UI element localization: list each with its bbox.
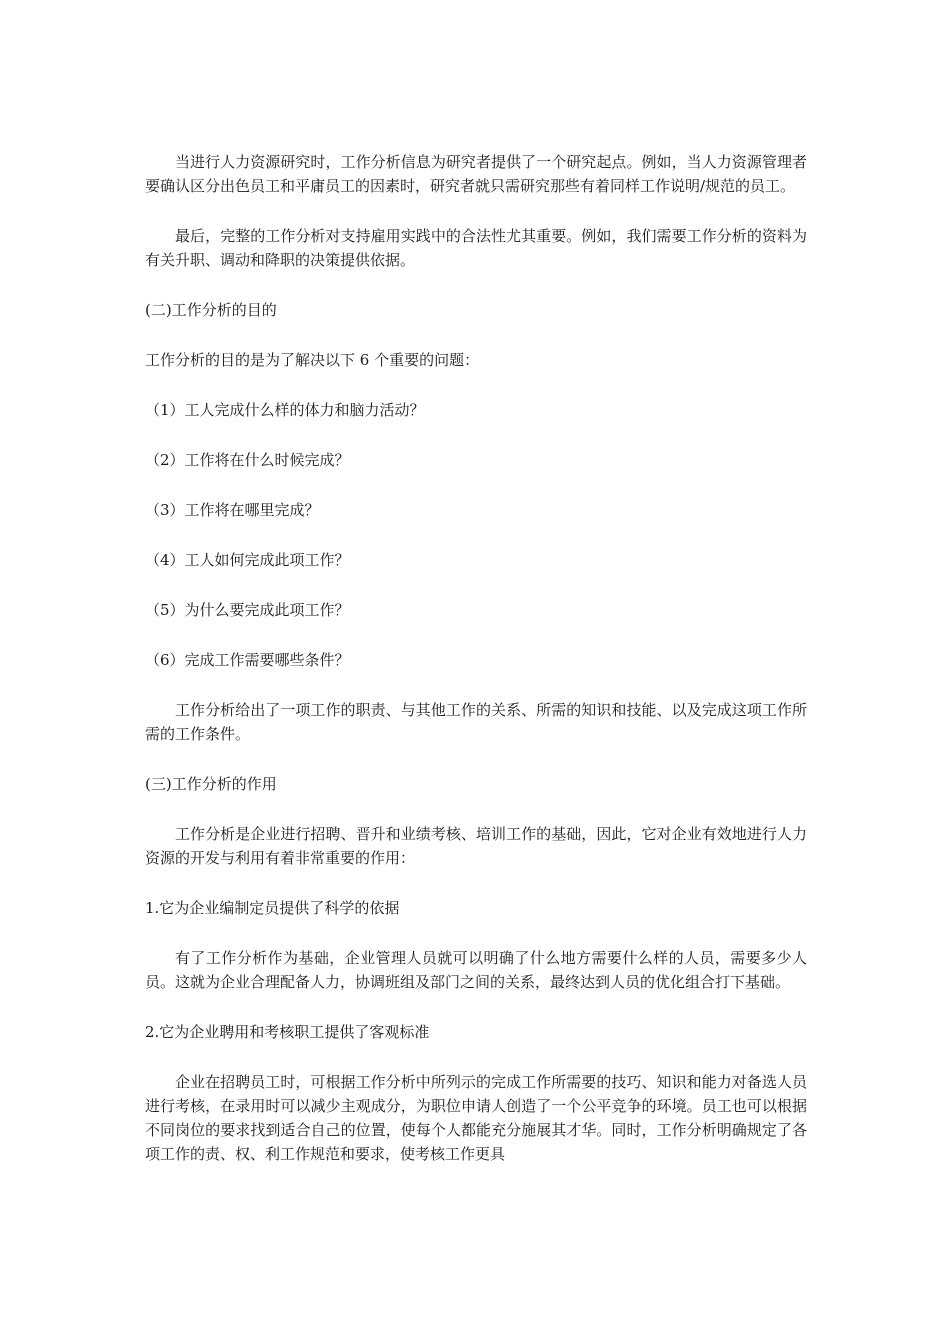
paragraph-role-intro: 工作分析是企业进行招聘、晋升和业绩考核、培训工作的基础，因此，它对企业有效地进行人力资源的开发与利用有着非常重要的作用：	[145, 825, 807, 867]
question-item-4: （4）工人如何完成此项工作？	[145, 551, 350, 569]
question-item-3: （3）工作将在哪里完成？	[145, 501, 320, 519]
paragraph-purpose-intro: 工作分析的目的是为了解决以下 6 个重要的问题：	[145, 351, 480, 369]
paragraph-staffing: 有了工作分析作为基础，企业管理人员就可以明确了什么地方需要什么样的人员，需要多少人员。这就为企业合理配备人力，协调班组及部门之间的关系，最终达到人员的优化组合打下基础。	[145, 949, 807, 991]
question-item-5: （5）为什么要完成此项工作？	[145, 601, 350, 619]
paragraph-research: 当进行人力资源研究时，工作分析信息为研究者提供了一个研究起点。例如，当人力资源管理者要确认区分出色员工和平庸员工的因素时，研究者就只需研究那些有着同样工作说明/规范的员工。	[145, 153, 807, 195]
paragraph-analysis-output: 工作分析给出了一项工作的职责、与其他工作的关系、所需的知识和技能、以及完成这项工作所需的工作条件。	[145, 701, 807, 743]
paragraph-legality: 最后，完整的工作分析对支持雇用实践中的合法性尤其重要。例如，我们需要工作分析的资料为有关升职、调动和降职的决策提供依据。	[145, 227, 807, 269]
section-heading-role: (三)工作分析的作用	[145, 775, 277, 793]
question-item-6: （6）完成工作需要哪些条件？	[145, 651, 350, 669]
question-item-1: （1）工人完成什么样的体力和脑力活动？	[145, 401, 425, 419]
subheading-staffing: 1.它为企业编制定员提供了科学的依据	[145, 899, 400, 917]
document-page	[145, 150, 807, 1166]
subheading-hiring: 2.它为企业聘用和考核职工提供了客观标准	[145, 1023, 430, 1041]
question-item-2: （2）工作将在什么时候完成？	[145, 451, 350, 469]
section-heading-purpose: (二)工作分析的目的	[145, 301, 277, 319]
paragraph-hiring: 企业在招聘员工时，可根据工作分析中所列示的完成工作所需要的技巧、知识和能力对备选人员进行考核，在录用时可以减少主观成分，为职位申请人创造了一个公平竞争的环境。员工也可以根据不同岗位的要求找到适合自己的位置，使每个人都能充分施展其才华。同时，工作分析明确规定了各项工作的责、权、利工作规范和要求，使考核工作更具	[145, 1073, 807, 1163]
